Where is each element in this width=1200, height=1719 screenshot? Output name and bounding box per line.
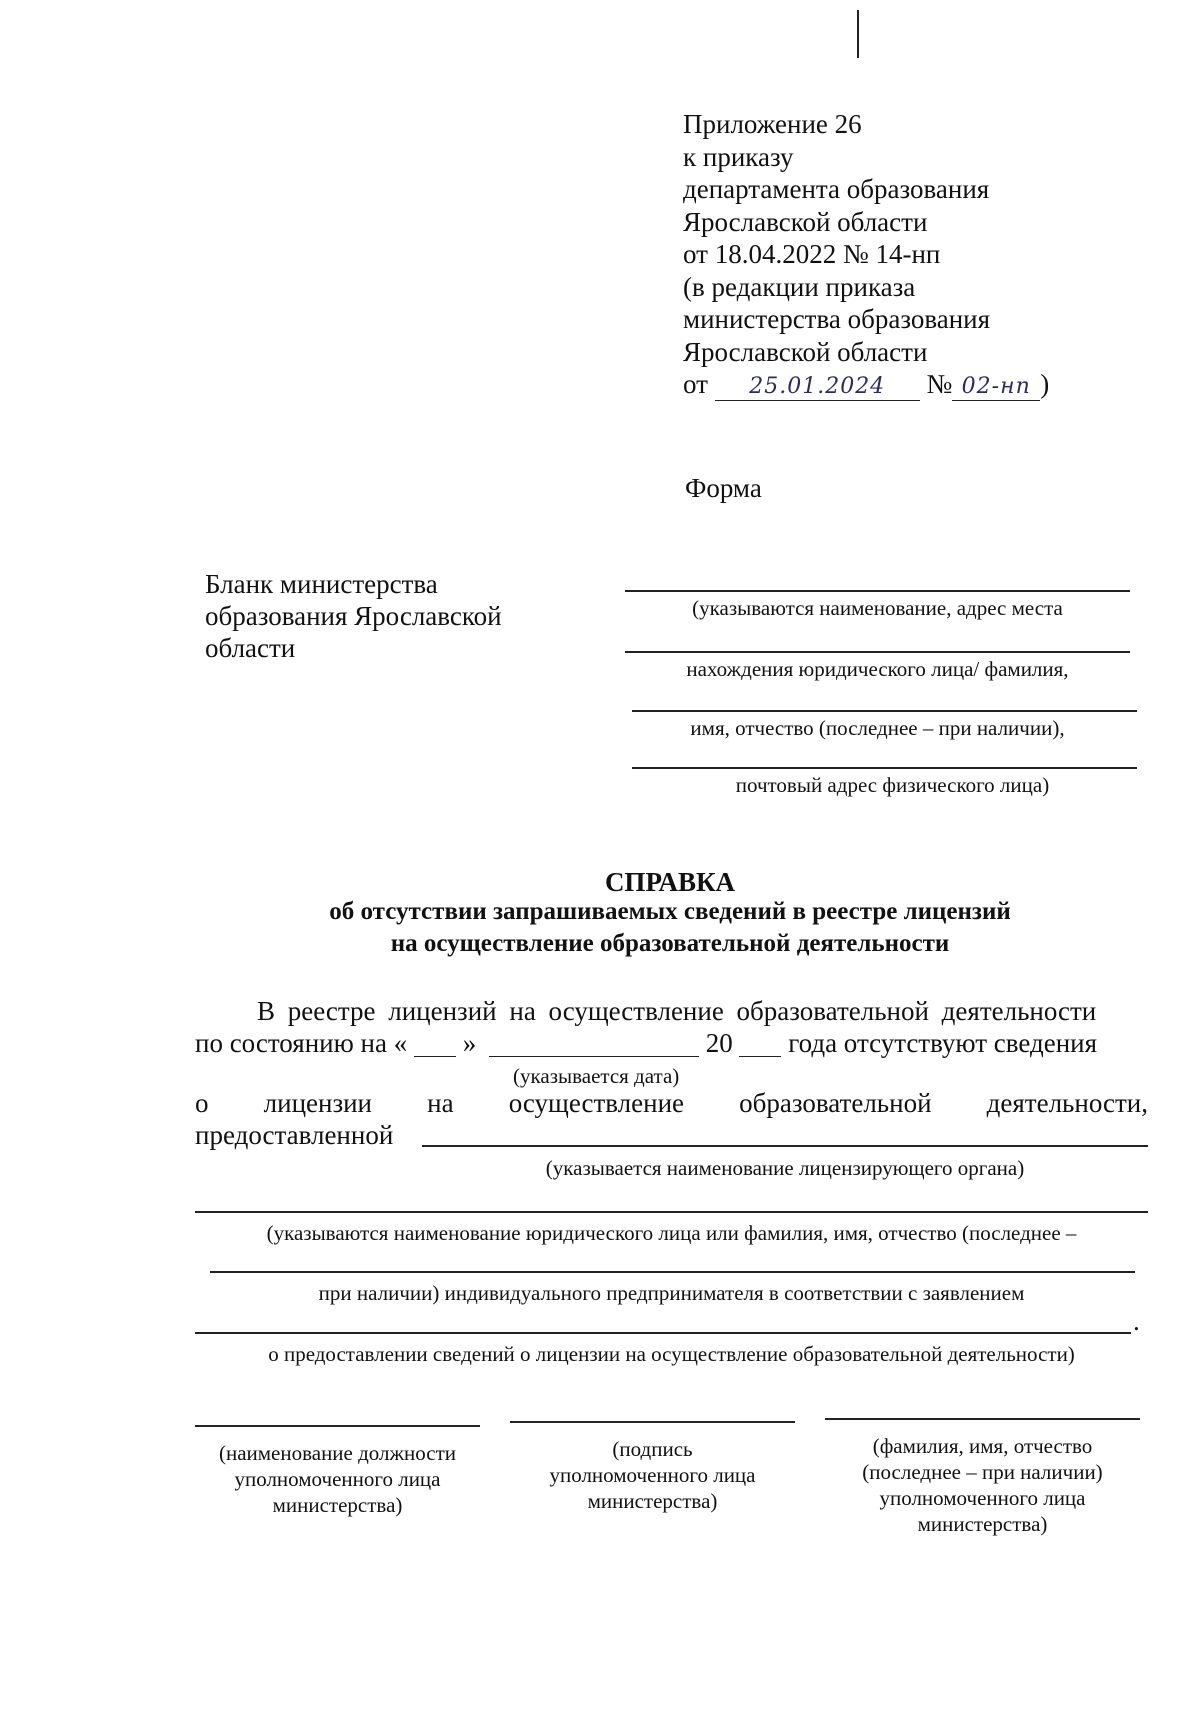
license-word: лицензии — [263, 1088, 373, 1118]
license-word: о — [195, 1088, 209, 1118]
ministry-letterhead-note — [205, 568, 545, 664]
letterhead-line: Бланк министерства — [205, 569, 438, 599]
name-caption: (фамилия, имя, отчество (последнее – при наличии) уполномоченного лица министерства) — [862, 1434, 1103, 1536]
handwritten-date: 25.01.2024 — [715, 371, 920, 401]
license-word: на — [427, 1088, 454, 1118]
document-title: СПРАВКА — [604, 867, 736, 897]
license-word: деятельности, — [986, 1088, 1148, 1118]
date-caption: (указывается дата) — [513, 1064, 680, 1088]
appendix-line: Ярославской области — [683, 206, 928, 237]
body-line: В реестре лицензий на осуществление образовательной деятельности — [257, 996, 1097, 1026]
appendix-line: от 18.04.2022 № 14-нп — [683, 239, 941, 269]
end-dot: . — [1133, 1306, 1140, 1336]
signature-line — [510, 1421, 795, 1423]
appendix-line: Ярославской области — [683, 336, 928, 367]
letterhead-line: области — [205, 633, 296, 663]
date-line: по состоянию на « » 20 года отсутствуют сведения — [195, 1028, 1098, 1058]
recipient-block — [620, 560, 1135, 797]
document-subtitle — [0, 896, 1200, 960]
applicant-field — [210, 1271, 1135, 1273]
request-field — [195, 1332, 1131, 1334]
request-caption: о предоставлении сведений о лицензии на осуществление образовательной деятельности) — [268, 1342, 1075, 1366]
recipient-caption: почтовый адрес физического лица) — [735, 773, 1050, 797]
recipient-line — [632, 767, 1137, 769]
number-prefix: № — [926, 369, 953, 399]
margin-rule — [857, 10, 859, 58]
form-label: Форма — [685, 473, 762, 503]
appendix-line: (в редакции приказа — [683, 271, 916, 302]
subtitle-line: об отсутствии запрашиваемых сведений в реестре лицензий — [329, 898, 1011, 925]
recipient-caption: нахождения юридического лица/ фамилия, — [686, 657, 1069, 681]
letterhead-line: образования Ярославской — [205, 601, 502, 631]
authority-field — [422, 1145, 1148, 1147]
license-word: образовательной — [739, 1088, 932, 1118]
recipient-caption: (указываются наименование, адрес места — [692, 596, 1063, 620]
recipient-caption: имя, отчество (последнее – при наличии), — [690, 716, 1065, 740]
handwritten-number: 02-нп — [952, 371, 1040, 401]
position-caption: (наименование должности уполномоченного лица министерства) — [218, 1441, 457, 1517]
appendix-line: департамента образования — [683, 174, 990, 204]
name-signature-line — [825, 1418, 1140, 1420]
year-field — [739, 1030, 781, 1057]
position-signature-line — [195, 1425, 480, 1427]
appendix-line: Приложение 26 — [683, 109, 862, 139]
appendix-header — [683, 108, 1163, 401]
license-word: осуществление — [508, 1088, 684, 1118]
month-field — [489, 1030, 699, 1057]
close-paren: ) — [1040, 369, 1050, 399]
day-field — [414, 1030, 456, 1057]
appendix-line: министерства образования — [683, 304, 991, 334]
recipient-line — [632, 710, 1137, 712]
applicant-caption: (указываются наименование юридического лица или фамилия, имя, отчество (последнее – — [266, 1221, 1077, 1245]
applicant-caption: при наличии) индивидуального предпринимателя в соответствии с заявлением — [318, 1281, 1025, 1305]
authority-line: предоставленной — [195, 1120, 394, 1150]
recipient-line — [625, 590, 1130, 592]
certificate-body — [195, 995, 1148, 1395]
license-line — [195, 1087, 1148, 1119]
amendment-date-line — [683, 368, 1163, 401]
applicant-field — [195, 1211, 1148, 1213]
signature-caption: (подпись уполномоченного лица министерства) — [549, 1437, 756, 1513]
authority-caption: (указывается наименование лицензирующего органа) — [545, 1156, 1025, 1180]
date-prefix: от — [683, 369, 708, 399]
recipient-line — [625, 651, 1130, 653]
subtitle-line: на осуществление образовательной деятельности — [390, 930, 950, 957]
appendix-line: к приказу — [683, 141, 794, 172]
